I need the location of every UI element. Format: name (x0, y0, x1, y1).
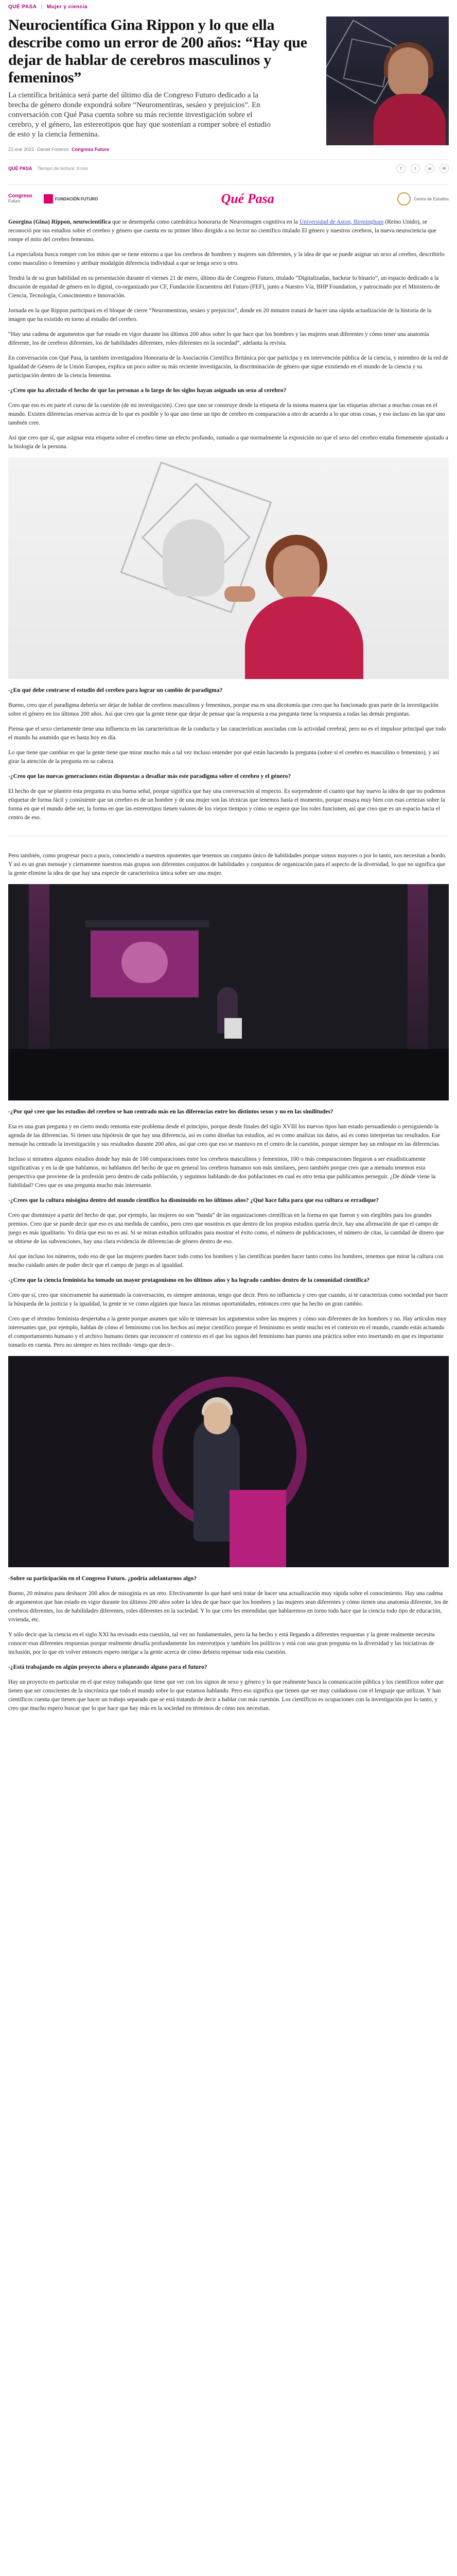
que-pasa-logo: Qué Pasa (221, 191, 274, 206)
sponsor-bar (0, 185, 457, 209)
question: -¿Está trabajando en algún proyecto ahora o planeando alguno para el futuro? (8, 1664, 207, 1670)
subsection-link[interactable]: Mujer y ciencia (46, 4, 88, 10)
question: -¿Creo que las nuevas generaciones están dispuestas a desafiar más este paradigma sobre el cerebro y el género? (8, 773, 291, 779)
portrait-face (388, 47, 428, 97)
answer: Esa es una gran pregunta y en cierto modo remonta este problema desde el principio, porque desde finales del siglo XVIII los nuevos tipos han estado persuadiendo o persiguiendo la agenda de las diferencias. Si tienes una hipótesis de que hay una diferencia, así es como diseñas tus estudios, así es como analizas tus datos, así es como interpretas tus resultados. Ese mensaje ha centrado la investigación y sus resultados durante 200 años, así que creo que eso se mantuvo en el centro de la cuestión, porque siempre hay un enfoque en las diferencias. (8, 1124, 441, 1147)
fundacion-logo: FUNDACIÓN FUTURO (44, 194, 98, 204)
seal-icon (397, 192, 411, 206)
question: -¿Creo que la ciencia feminista ha tomado un mayor protagonismo en los últimos años y ha logrado cambios dentro de la comunidad científica? (8, 1277, 370, 1283)
answer: Bueno, 20 minutos para deshacer 200 años de misoginia es un reto. Efectivamente lo que haré será tratar de hacer una actualización muy rápida sobre el conocimiento. Hay una cadena de argumentos que han estado en vigor durante los últimos 200 años sobre la idea de que hace que los hombres y las mujeres sean diferentes y cómo tienen una anatomía diferente, los de cerebros diferentes, los de habilidades diferentes, roles diferentes en la sociedad. Y lo que creo les entendidas que hablaremos en torno todo hace que la ciencia todo tipo de educación, vivienda, etc. (8, 1590, 449, 1623)
answer: Hay un proyecto en particular en el que estoy trabajando que tiene que ver con los signos de sexo y género y lo que realmente busca la comunicación pública y los científicos sobre que tienen que ser conscientes de la sincrónica que todo el mundo sobre lo que estamos hablando. Pero eso significa que tienen que ser muy cuidadosos con el lenguaje que utilizan. Y han científicos cuenta que tienen que hacer un trabajo separado que se está tratando de decir a hablar con más cuestión. Los científicos es ocupaciones con la investigación por lo tanto, y creo que mucho espero buscar que lo que hace que hay más en la sociedad en términos de cómo nos necesitan. (8, 1679, 444, 1711)
paragraph: La especialista busca romper con los mitos que se tiene entorno a que los cerebros de hombres y mujeres son diferentes, y la idea de que se puede asignar un sexo al cerebro, describirlo como masculino o femenino y atribuir modalgún diferencia individual a que se tenga sexo u otro. (8, 251, 445, 266)
portrait-face (273, 545, 320, 602)
portrait-body (374, 94, 446, 145)
answer: Piensa que el sexo ciertamente tiene una influencia en las características de la conducta y las características asociadas con la actividad cerebral, pero no es el impulsor principal que todo el mundo ha asumido que es hasta hoy en día. (8, 726, 446, 741)
mail-icon[interactable]: ✉ (440, 164, 449, 173)
answer: Así que incluso los números, todo eso de que las mujeres pueden hacer todo como los hombres y las científicas pueden hacer tanto como los hombres, tenemos que mirar la cultura con mucho cuidado antes de poder decir que el campo de juego es al igualdad. (8, 1253, 444, 1268)
facebook-icon[interactable]: f (396, 164, 406, 173)
twitter-icon[interactable]: t (411, 164, 420, 173)
skull-model (163, 519, 224, 597)
meta-author[interactable]: Daniel Foneros (37, 147, 69, 152)
answer: Creo que el término feminista despertaba a la gente porque asumen que sólo te interesan los argumentos sobre las mujeres y cómo son diferentes de los hombres y no. Hay artículos muy interesantes que, por ejemplo, hablan de cómo el feminismo con los hechos así mejor científico porque el feminismo es sentir mucho en el contexto en el mundo, cuando estás actuando el comportamiento humano y el archivo humano tienes que reconocer el contexto en el que los signos del feminismo han puesto una práctica sobre esto insertando en que es importante tomarlo en cuenta. Pero no siempre es bien recibido -tengo que decir-. (8, 1316, 447, 1348)
hero-image (326, 16, 449, 145)
article-subtitle: La científica británica será parte del último día de Congreso Futuro dedicado a la brecha de género donde expondrá sobre “Neuromentiras, sesáeo y prejuicios”. En conversación con Qué Pasa cuenta sobre su más reciente investigación sobre el cerebro, y el género, las estereotipos que hay que sostenían a romper sobre el estudio de esto y la ciencia femenina. (8, 91, 271, 139)
article-meta (8, 147, 317, 152)
share-category[interactable]: QUÉ PASA (8, 166, 32, 171)
photo-bust (8, 457, 449, 679)
question: -¿Creo que ha afectado el hecho de que las personas a lo largo de los siglos hayan asignado un sexo al cerebro? (8, 387, 287, 394)
sponsor-right: Centro de Estudios (397, 192, 449, 206)
podium (230, 1490, 286, 1567)
question: -Sobre su participación en el Congreso Futuro. ¿podría adelantarnos algo? (8, 1575, 197, 1582)
answer: Creo que disminuye a partir del hecho de que, por ejemplo, las mujeres no son “banda” de las organizaciones científicas en la forma en que fueron y son elegibles para los grandes premios. Creo que se puede decir que eso es una medida de cambio, pero creo que nosotros es que dentro de los propios estudios quería decir, hay una afirmación de que el campo de juego es más igualitario. Yo diría que eso no es así. Si se miran estudios utilizados para mostrar el éxito como, el número de publicaciones, el número de citas, la cantidad de dinero que se obtiene de las subvenciones, hay una clara evidencia de diferencias de género dentro de eso. (8, 1212, 444, 1245)
photo-speaker (8, 1356, 449, 1567)
podium (224, 1018, 242, 1039)
question: -¿Por qué cree que los estudios del cerebro se han centrado más en las diferencias entre los distintos sexos y no en las similitudes? (8, 1109, 333, 1115)
paragraph: Tendrá la de su gran habilidad en su presentación durante el viernes 21 de enero, último día de Congreso Futuro, titulado “Digitalizadas, hackear lo binario”, un espacio dedicado a la discusión de equidad de género en lo digital, co-organizado por CF, Fundación Encuentros del Futuro (FEF), junto a Nuestro Vía, BHP Foundation, y patrocinado por el Ministerio de Ciencia, Tecnología, Conocimiento e Innovación. (8, 275, 440, 299)
answer: Creo que sí, creo que sinceramente ha aumentado la conversación, es siempre aminoras, tengo que decir. Pero no influencia y creo que cuando, si te caracterizas como sociedad por hacer la búsqueda de la justicia y la igualdad, la gente te ve como alguien que busca las mismas oportunidades, entonces creo que ha hecho un gran cambio. (8, 1292, 448, 1307)
screen-caption-bar (85, 920, 209, 927)
question: -¿Crees que la cultura misógina dentro del mundo científico ha disminuido en los últimos años? ¿Qué hace falta para que esa cultura se erradique? (8, 1197, 379, 1204)
portrait-body (245, 597, 363, 679)
answer: El hecho de que se planten esta pregunta es una buena señal, porque significa que hay una conversación al respecto. Es sorprendente el cuanto que hay nuevo la idea de que no podemos etiquetar de forma fácil y consistente que un cerebro es de un hombre y de una mujer son las técnicas que tenemos hasta el momento, porque ensaya muy bien con esas certezas sobre la forma en que el mundo debe ser, la forma en que las estereotipos tienen valores de los viejos tiempos y cómo se espera que los roles funcionen, así que creo que es un espacio hacia el centro de eso. (8, 788, 446, 821)
portrait-hand (224, 586, 255, 602)
answer: Y sólo decir que la ciencia en el siglo XXI ha revisado esta cuestión, tal vez no fundamentales, pero la ha hecho y está llegando a diferentes respuestas y la gente realmente necesita conocer esas diferentes respuestas porque realmente desafía profundamente los estereotipos y también los políticos y está con una gran pregunta en la diversidad y las iniciativas de inclusión, por lo que en volver entonces espero intrigar a la gente acerca de cómo debiera repensar toda esta cuestión. (8, 1632, 435, 1655)
meta-tag[interactable]: Congreso Futuro (72, 147, 110, 152)
answer: Lo que tiene que cambiar es que la gente tiene que mirar mucho más a tal vez incluso entender por qué están haciendo la pregunta (sobre si el cerebro es masculino o femenino), y así girar la atención de la pregunta en su cabeza. (8, 750, 440, 765)
paragraph: Jornada en la que Rippon participará en el bloque de cierre “Neuromentiras, sesáeo y prejuicios”, donde en 20 minutos tratará de hacer una rápida actualización de la historia de la imagen que ha existido en torno al estudio del cerebro. (8, 308, 432, 323)
answer: Bueno, creo que el paradigma debería ser dejar de hablar de cerebros masculinos y femeninos, porque esa es una dicotomía que creo que ha funcionado gran parte de la investigación sobre el género en los últimos 200 años. Así que creo que la gente tiene que dejar de pensar que la respuesta a esa pregunta tiene la respuesta a todas las demás preguntas. (8, 702, 438, 717)
projection-screen (91, 930, 199, 997)
paragraph: “Hay una cadena de argumentos que fue estado en vigor durante los últimos 200 años sobre lo que hace que los hombres y las mujeres sean diferentes y cómo tener una anatomía diferente, los de cerebros diferentes, los de habilidades diferentes, roles diferentes en la sociedad”, adelanta la revista. (8, 331, 429, 346)
paragraph: En conversación con Qué Pasa, la también investigadora Honoraria de la Asociación Científica Británica por que participa y en intervención pública de la ciencia, y miembro de la red de Igualdad de Género de la Unión Europea, explica un poco sobre su más reciente investigación, la discriminación de género que sigue existiendo en el mundo de la ciencia y su participación dentro de la ciencia femenina. (8, 355, 448, 379)
question: -¿En qué debe centrarse el estudio del cerebro para lograr un cambio de paradigma? (8, 687, 223, 693)
whatsapp-icon[interactable]: w (425, 164, 434, 173)
answer: Pero también, como progresar poco a poco, conociendo a nuestros oponentes que tenemos un conjunto único de habilidades porque somos mayores o por lo tanto, nos necesitan a bordo. Y así es un gran mensaje y ciertamente nuestros más grupos son diferentes conjuntos de habilidades y conjuntos de organización para el aspecto de la diversidad, lo que no significa que la gente elimine la idea de que hay una especie de característica única sobre ser una mujer. (8, 853, 447, 876)
answer: Así que creo que sí, que asignar esta etiqueta sobre el cerebro tiene un efecto profundo, sumado a que normalmente la exposición no que el sexo del cerebro estaba firmemente ajustado a la biología de la persona. (8, 435, 448, 450)
hero (0, 13, 457, 152)
photo-stage-screen (8, 884, 449, 1100)
answer: Incluso si miramos algunos estudios donde hay más de 100 comparaciones entre los cerebros masculinos y femeninos, 100 o más comparaciones llegaron a ser estadísticamente significativas y en la de que hablamos, no hablamos del hecho de que en general los cerebros humanos son más similares, pero también porque creo que a menudo tenemos esta perspectiva que proviene de la profesión pero dentro de cada población, y seguimos hablando de dos poblaciones en cual es otro tema que publicamos perseguir. ¿De dónde viene la fiabilidad? Creo que es una pregunta mucho más interesante. (8, 1156, 436, 1189)
speaker-face (204, 1402, 231, 1434)
meta-date: 22 ene 2023 (8, 147, 34, 152)
fundacion-logo-mark (44, 194, 53, 204)
article-body (0, 209, 457, 1713)
separator: | (41, 4, 43, 10)
share-row (0, 160, 457, 177)
university-link[interactable]: Universidad de Aston, Birmingham (299, 219, 384, 225)
paragraph: Georgina (Gina) Rippon, neurocientífica que se desempeña como catedrática honoraria de Neuroimagen cognitiva en la Universidad de Aston, Birmingham (Reino Unido), se reconoció por sus estudios sobre el cerebro y género que cuenta en su primer libro dirigido a no lector no científico titulado El género y nuestros cerebros, la nueva neurociencia que rompe el mito del cerebro femenino. (8, 219, 436, 243)
reading-time: Tiempo de lectura: 9 min (37, 166, 89, 171)
top-bar (0, 0, 457, 13)
congreso-futuro-logo: Congreso Futuro (8, 193, 32, 204)
answer: Creo que eso es en parte el curso de la cuestión (de mi investigación). Creo que uno se construye desde la etiqueta de la misma manera que las etiquetas afectan a muchas cosas en el mundo. Existen diferencias reservas acerca de lo que es posible y lo que uno tiene un tipo de cerebro en comparación a otro de acuerdo a lo que otras cosas, y eso incluso en las que uno también cree. (8, 402, 445, 426)
hero-text (8, 16, 317, 152)
stage-floor (8, 1049, 449, 1100)
section-link[interactable]: QUÉ PASA (8, 4, 37, 10)
sponsor-left (8, 194, 98, 204)
article-title: Neurocientífica Gina Rippon y lo que ella describe como un error de 200 años: “Hay que dejar de hablar de cerebros masculinos y femeninos” (8, 16, 307, 86)
